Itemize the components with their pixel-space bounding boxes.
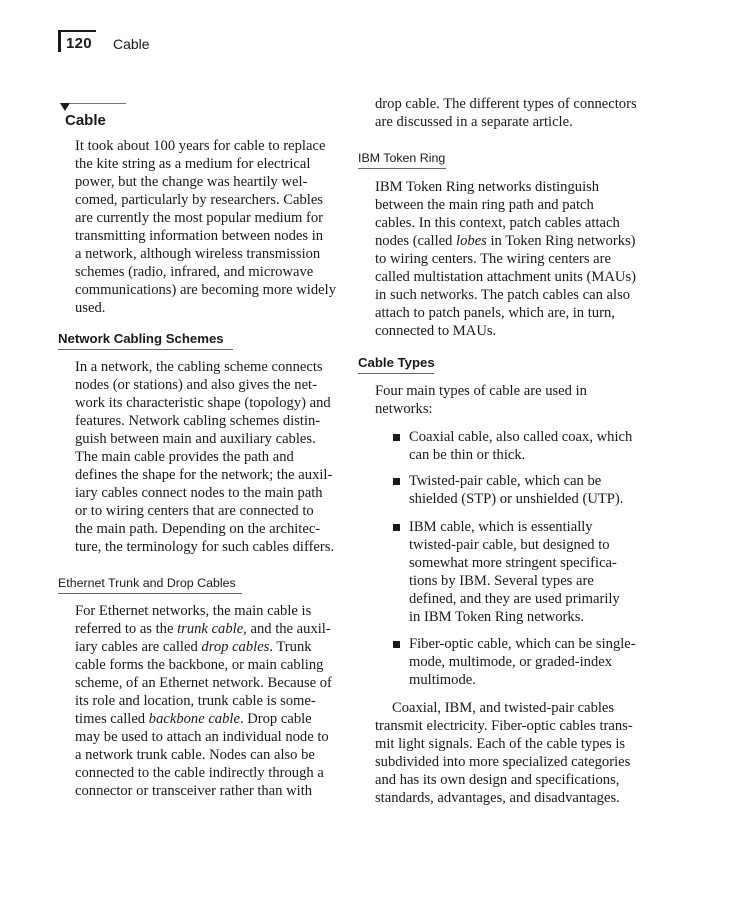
main-heading: Cable <box>65 112 106 129</box>
text-line: features. Network cabling schemes distin- <box>75 413 321 429</box>
text-line: networks: <box>375 401 433 417</box>
ethernet-paragraph <box>75 602 355 800</box>
text-line: nodes (called lobes in Token Ring networks) <box>375 233 636 249</box>
text-line: IBM cable, which is essentially <box>409 519 593 535</box>
header-rule-vertical <box>58 30 61 52</box>
bullet-square-icon <box>393 434 400 441</box>
text-line: The main cable provides the path and <box>75 449 294 465</box>
subsection-heading-token-ring: IBM Token Ring <box>358 151 446 165</box>
running-head: Cable <box>113 36 150 52</box>
text-line: times called backbone cable. Drop cable <box>75 711 312 727</box>
text-line: somewhat more stringent specifica- <box>409 555 617 571</box>
text-line: or to wiring centers that are connected to <box>75 503 314 519</box>
continuation-paragraph <box>375 95 655 131</box>
section-heading-cable-types: Cable Types <box>358 355 435 370</box>
text-line: work its characteristic shape (topology) and <box>75 395 331 411</box>
text-line: scheme, of an Ethernet network. Because of <box>75 675 332 691</box>
subsection-heading-underline <box>358 168 446 169</box>
text-line: between the main ring path and patch <box>375 197 594 213</box>
text-line: drop cable. The different types of connectors <box>375 96 637 112</box>
text-line: and has its own design and specifications, <box>375 772 620 788</box>
text-line: mode, multimode, or graded-index <box>409 654 613 670</box>
text-line: are discussed in a separate article. <box>375 114 573 130</box>
term-drop-cables: drop cables <box>201 639 270 655</box>
text-line: shielded (STP) or unshielded (UTP). <box>409 491 624 507</box>
text-line: in such networks. The patch cables can also <box>375 287 631 303</box>
text-line: tions by IBM. Several types are <box>409 573 594 589</box>
text-line: to wiring centers. The wiring centers are <box>375 251 611 267</box>
text-line: can be thin or thick. <box>409 447 526 463</box>
text-line: are currently the most popular medium for <box>75 210 324 226</box>
text-line: connected to MAUs. <box>375 323 497 339</box>
text-line: in IBM Token Ring networks. <box>409 609 585 625</box>
subsection-heading-underline <box>58 593 242 594</box>
text-line: Coaxial, IBM, and twisted-pair cables <box>392 700 615 716</box>
main-heading-rule <box>70 103 126 104</box>
text-line: the main path. Depending on the architec- <box>75 521 321 537</box>
text-line: multimode. <box>409 672 476 688</box>
term-trunk-cable: trunk cable <box>177 621 244 637</box>
text-line: referred to as the trunk cable, and the auxil- <box>75 621 331 637</box>
token-ring-paragraph <box>375 178 655 340</box>
page-number: 120 <box>66 35 92 52</box>
text-line: Twisted-pair cable, which can be <box>409 473 602 489</box>
text-line: a network trunk cable. Nodes can also be <box>75 747 315 763</box>
text-line: defines the shape for the network; the auxil- <box>75 467 333 483</box>
subsection-heading-ethernet: Ethernet Trunk and Drop Cables <box>58 576 236 590</box>
text-line: subdivided into more specialized categories <box>375 754 631 770</box>
bullet-square-icon <box>393 478 400 485</box>
text-line: iary cables are called drop cables. Trunk <box>75 639 312 655</box>
text-line: attach to patch panels, which are, in turn, <box>375 305 615 321</box>
section-heading-underline <box>358 373 434 374</box>
text-line: cables. In this context, patch cables attach <box>375 215 620 231</box>
text-line: guish between main and auxiliary cables. <box>75 431 316 447</box>
cabling-schemes-paragraph <box>75 358 355 556</box>
text-line: connector or transceiver rather than with <box>75 783 313 799</box>
text-line: called multistation attachment units (MAUs) <box>375 269 637 285</box>
text-line: In a network, the cabling scheme connects <box>75 359 323 375</box>
header-rule-horizontal <box>58 30 96 32</box>
term-backbone-cable: backbone cable <box>148 711 240 727</box>
text-line: Coaxial cable, also called coax, which <box>409 429 633 445</box>
text-line: ture, the terminology for such cables differs. <box>75 539 335 555</box>
text-line: the kite string as a medium for electrical <box>75 156 311 172</box>
text-line: comed, particularly by researchers. Cables <box>75 192 323 208</box>
text-line: twisted-pair cable, but designed to <box>409 537 610 553</box>
text-line: IBM Token Ring networks distinguish <box>375 179 600 195</box>
text-line: Fiber-optic cable, which can be single- <box>409 636 636 652</box>
intro-paragraph <box>75 137 355 317</box>
bullet-square-icon <box>393 524 400 531</box>
text-line: defined, and they are used primarily <box>409 591 620 607</box>
bullet-square-icon <box>393 641 400 648</box>
text-line: a network, although wireless transmission <box>75 246 321 262</box>
text-line: mit light signals. Each of the cable types is <box>375 736 626 752</box>
text-line: communications) are becoming more widely <box>75 282 336 298</box>
triangle-marker-icon <box>60 103 70 111</box>
section-heading-underline <box>58 349 233 350</box>
text-line: schemes (radio, infrared, and microwave <box>75 264 314 280</box>
text-line: cable forms the backbone, or main cabling <box>75 657 324 673</box>
cable-types-intro <box>375 382 655 418</box>
text-line: standards, advantages, and disadvantages. <box>375 790 620 806</box>
text-line: transmit electricity. Fiber-optic cables trans- <box>375 718 633 734</box>
text-line: It took about 100 years for cable to replace <box>75 138 326 154</box>
closing-paragraph <box>375 699 665 807</box>
text-line: iary cables connect nodes to the main path <box>75 485 323 501</box>
text-line: For Ethernet networks, the main cable is <box>75 603 312 619</box>
section-heading-cabling-schemes: Network Cabling Schemes <box>58 331 224 346</box>
text-line: nodes (or stations) and also gives the net- <box>75 377 317 393</box>
text-line: may be used to attach an individual node to <box>75 729 329 745</box>
text-line: transmitting information between nodes in <box>75 228 324 244</box>
text-line: Four main types of cable are used in <box>375 383 587 399</box>
term-lobes: lobes <box>456 233 487 249</box>
text-line: used. <box>75 300 106 316</box>
text-line: power, but the change was heartily wel- <box>75 174 308 190</box>
text-line: its role and location, trunk cable is some- <box>75 693 316 709</box>
text-line: connected to the cable indirectly through a <box>75 765 324 781</box>
